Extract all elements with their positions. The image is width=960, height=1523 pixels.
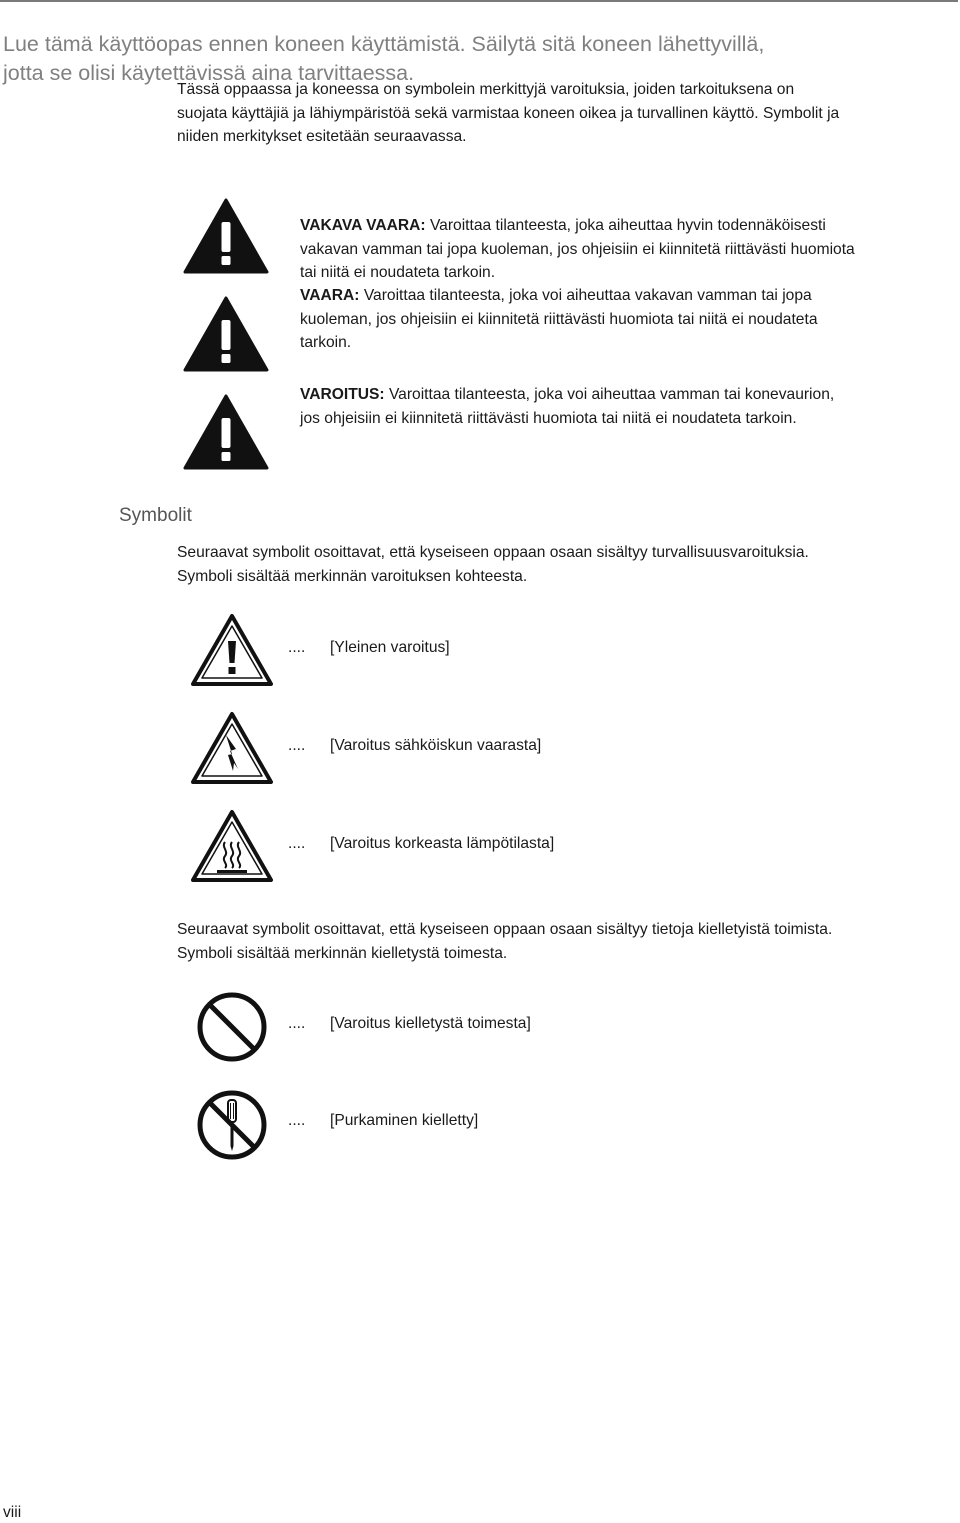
- warning-symbols-intro: Seuraavat symbolit osoittavat, että kyseiseen oppaan osaan sisältyy turvallisuusvaroituksia. Symboli sisältää merkinnän varoituksen kohteesta.: [177, 544, 809, 585]
- intro-line-3: niiden merkitykset esitetään seuraavassa.: [177, 128, 467, 145]
- symbol-label-no-disassembly: [Purkaminen kielletty]: [330, 1112, 479, 1129]
- warning-severe-danger: [300, 214, 955, 285]
- heading-line-1: Lue tämä käyttöopas ennen koneen käyttämistä. Säilytä sitä koneen lähettyvillä,: [3, 32, 765, 56]
- symbol-dots: ....: [288, 1015, 306, 1032]
- electric-shock-warning-icon: [190, 711, 274, 785]
- symbol-label-general-warning: [Yleinen varoitus]: [330, 639, 450, 656]
- warning-label: VAARA:: [300, 287, 360, 304]
- symbol-dots: ....: [288, 737, 306, 754]
- warning-text: Varoittaa tilanteesta, joka aiheuttaa hyvin todennäköisesti: [425, 217, 826, 234]
- symbol-label-hot-surface: [Varoitus korkeasta lämpötilasta]: [330, 835, 555, 852]
- no-disassembly-icon: [195, 1088, 269, 1162]
- warning-text: tarkoin.: [300, 334, 352, 351]
- exclamation-triangle-icon: [183, 296, 269, 372]
- warning-text: Varoittaa tilanteesta, joka voi aiheuttaa vamman tai konevaurion,: [384, 386, 835, 403]
- intro-line-1: Tässä oppaassa ja koneessa on symbolein merkittyjä varoituksia, joiden tarkoituksena on: [177, 81, 795, 98]
- symbol-label-electric-shock: [Varoitus sähköiskun vaarasta]: [330, 737, 542, 754]
- warning-text: Varoittaa tilanteesta, joka voi aiheuttaa vakavan vamman tai jopa: [359, 287, 812, 304]
- warning-text: jos ohjeisiin ei kiinnitetä riittävästi huomiota tai niitä ei noudateta tarkoin.: [300, 409, 797, 427]
- page-number: viii: [3, 1504, 22, 1521]
- top-rule: [0, 0, 958, 2]
- general-warning-icon: [190, 613, 274, 687]
- intro-line-2: suojata käyttäjiä ja lähiympäristöä sekä varmistaa koneen oikea ja turvallinen käyttö. Symbolit ja: [177, 104, 840, 122]
- warning-text: kuoleman, jos ohjeisiin ei kiinnitetä riittävästi huomiota tai niitä ei noudateta: [300, 310, 818, 328]
- intro-paragraph: [177, 78, 957, 149]
- warning-text: vakavan vamman tai jopa kuoleman, jos ohjeisiin ei kiinnitetä riittävästi huomiota: [300, 240, 855, 258]
- exclamation-triangle-icon: [183, 198, 269, 274]
- symbol-dots: ....: [288, 835, 306, 852]
- exclamation-triangle-icon: [183, 394, 269, 470]
- warning-label: VAROITUS:: [300, 386, 385, 403]
- warning-text: tai niitä ei noudateta tarkoin.: [300, 264, 496, 281]
- symbol-dots: ....: [288, 1112, 306, 1129]
- hot-surface-warning-icon: [190, 809, 274, 883]
- prohibited-symbols-intro: Seuraavat symbolit osoittavat, että kyseiseen oppaan osaan sisältyy tietoja kielletyistä toimista. Symboli sisältää merkinnän kielletystä toimesta.: [177, 921, 833, 962]
- warning-label: VAKAVA VAARA:: [300, 217, 426, 234]
- section-title: Symbolit: [119, 505, 192, 526]
- symbol-label-prohibited-action: [Varoitus kielletystä toimesta]: [330, 1015, 531, 1032]
- symbol-dots: ....: [288, 639, 306, 656]
- prohibited-action-icon: [195, 990, 269, 1064]
- heading-line-2: jotta se olisi käytettävissä aina tarvittaessa.: [3, 61, 415, 85]
- warning-caution: [300, 383, 955, 430]
- warning-danger: [300, 284, 955, 355]
